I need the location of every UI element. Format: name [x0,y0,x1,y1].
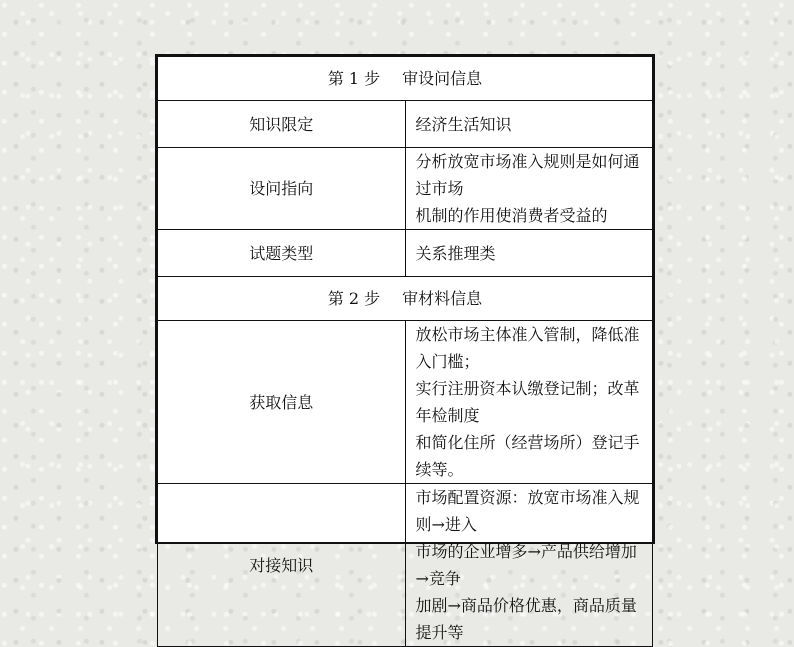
row-content [405,230,653,277]
analysis-table [157,56,653,647]
table-row [158,148,653,230]
content-line: 经济生活知识 [415,114,512,134]
content-line: 关系推理类 [415,243,496,263]
row-label: 知识限定 [158,101,406,148]
row-label: 获取信息 [158,321,406,484]
step1-header [158,57,653,101]
step2-title: 审材料信息 [402,289,483,308]
step1-number: 第 1 步 [327,69,381,88]
analysis-table-sheet [155,54,655,642]
step2-header-row [158,277,653,321]
row-content [405,148,653,230]
step2-number: 第 2 步 [327,289,381,308]
row-label: 试题类型 [158,230,406,277]
step1-title: 审设问信息 [402,69,483,88]
row-content [405,101,653,148]
content-line: 市场的企业增多→产品供给增加→竞争 [415,542,637,588]
content-line: 实行注册资本认缴登记制；改革年检制度 [415,379,640,425]
table-row [158,230,653,277]
row-content [405,484,653,647]
table-row [158,101,653,148]
content-line: 市场配置资源：放宽市场准入规则→进入 [415,488,640,534]
row-content [405,321,653,484]
step1-header-row [158,57,653,101]
table-row [158,321,653,484]
content-line: 机制的作用使消费者受益的 [415,206,608,225]
content-line: 加剧→商品价格优惠，商品质量提升等 [415,596,637,642]
row-label: 对接知识 [158,484,406,647]
content-line: 放松市场主体准入管制，降低准入门槛； [415,325,640,371]
content-line: 和简化住所（经营场所）登记手续等。 [415,433,640,479]
row-label: 设问指向 [158,148,406,230]
table-row [158,484,653,647]
content-line: 分析放宽市场准入规则是如何通过市场 [415,152,640,198]
step2-header [158,277,653,321]
